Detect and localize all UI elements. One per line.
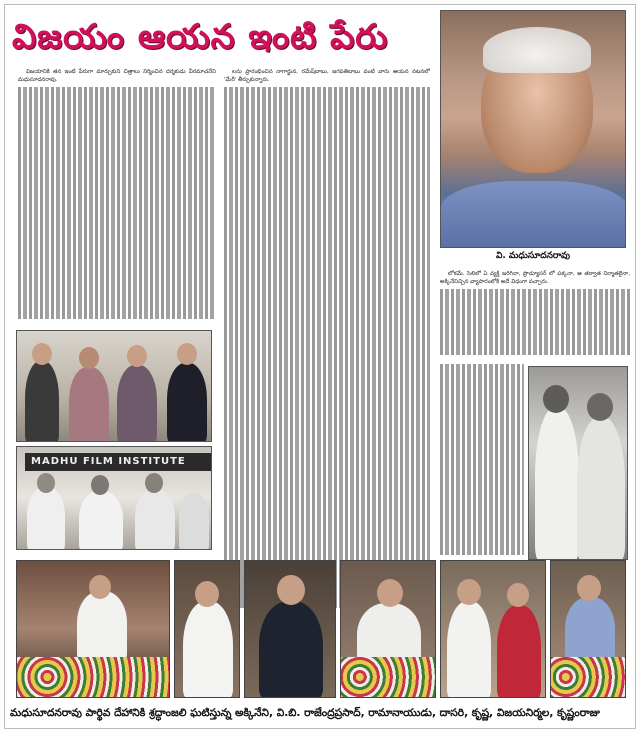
person-figure	[167, 363, 207, 442]
flower-garlands	[341, 657, 435, 697]
portrait-shirt	[441, 181, 626, 248]
tribute-photo-5	[440, 560, 546, 698]
group-photo-1	[16, 330, 212, 442]
article-intro-left: విజయానికి తన ఇంటి పేరుగా మార్చుకుని చిత్రాలు నిర్మించిన దర్శకుడు వీరమాచనేని మధుసూదనరావు.	[18, 69, 216, 84]
text-lines-right-narrow	[440, 364, 524, 555]
person-figure	[179, 493, 209, 550]
text-lines-right	[440, 289, 630, 355]
flower-garlands	[17, 657, 169, 697]
tribute-photo-1	[16, 560, 170, 698]
person-head	[32, 343, 52, 365]
portrait-caption: వి. మధుసూదనరావు	[440, 248, 626, 264]
archive-photo	[528, 366, 628, 560]
person-figure	[447, 601, 491, 698]
tribute-photo-strip	[16, 560, 626, 698]
person-head	[79, 347, 99, 369]
person-figure	[577, 417, 625, 560]
person-head	[277, 575, 305, 605]
person-head	[37, 473, 55, 493]
person-head	[127, 345, 147, 367]
portrait-photo	[440, 10, 626, 248]
person-figure	[535, 407, 579, 560]
tribute-photo-4	[340, 560, 436, 698]
person-head	[587, 393, 613, 421]
person-figure	[135, 489, 175, 550]
person-head	[377, 579, 403, 607]
person-figure	[117, 365, 157, 442]
article-intro-middle: లను ప్రారంభించిన నాగార్జున, రమేష్‌బాబు, జగపతిబాబు వంటి వారు ఆయన నటనలో 'మేరీ' తీర్చుకున్నారు.	[224, 69, 430, 84]
person-figure	[27, 487, 65, 550]
tribute-photo-3	[244, 560, 336, 698]
person-head	[91, 475, 109, 495]
person-figure	[497, 605, 541, 698]
person-head	[89, 575, 111, 599]
article-intro-right: లోకమే. సెలిలో ఏ వ్యక్తి జరిగినా, ప్రొడ్యూసర్ లో పక్కనా, ఆ తర్వాత నిర్మాతలైనా, అక్కినేనిచ్చిన వ్యాపారంలోకి అదే విధంగా వచ్చారు.	[440, 271, 630, 286]
person-figure	[259, 601, 323, 698]
person-figure	[79, 491, 123, 550]
article-column-right	[440, 270, 630, 360]
headline: విజయం ఆయన ఇంటి పేరు	[12, 17, 389, 57]
person-head	[145, 473, 163, 493]
tribute-photo-2	[174, 560, 240, 698]
person-head	[457, 579, 481, 605]
tribute-photo-6	[550, 560, 626, 698]
person-figure	[25, 361, 59, 442]
flower-garlands	[551, 657, 625, 697]
institute-banner: MADHU FILM INSTITUTE	[25, 453, 212, 471]
person-head	[177, 343, 197, 365]
portrait-hair	[483, 27, 591, 73]
person-head	[507, 583, 529, 607]
text-lines-left	[18, 87, 216, 319]
article-column-middle	[224, 68, 430, 608]
article-column-right-narrow	[440, 364, 524, 560]
text-lines-middle	[224, 87, 430, 608]
person-head	[543, 385, 569, 413]
article-column-left	[18, 68, 216, 326]
person-head	[195, 581, 219, 607]
person-figure	[77, 591, 127, 661]
person-head	[577, 575, 601, 601]
group-photo-2	[16, 446, 212, 550]
person-figure	[69, 367, 109, 442]
person-figure	[183, 601, 233, 698]
photo-caption: మధుసూదనరావు పార్థివ దేహానికి శ్రద్ధాంజలి ఘటిస్తున్న అక్కినేని, వి.బి. రాజేంద్రప్రసాద్, రామానాయుడు, దాసరి, కృష్ణ, విజయనిర్మల, కృష్ణంరాజు	[10, 707, 600, 719]
